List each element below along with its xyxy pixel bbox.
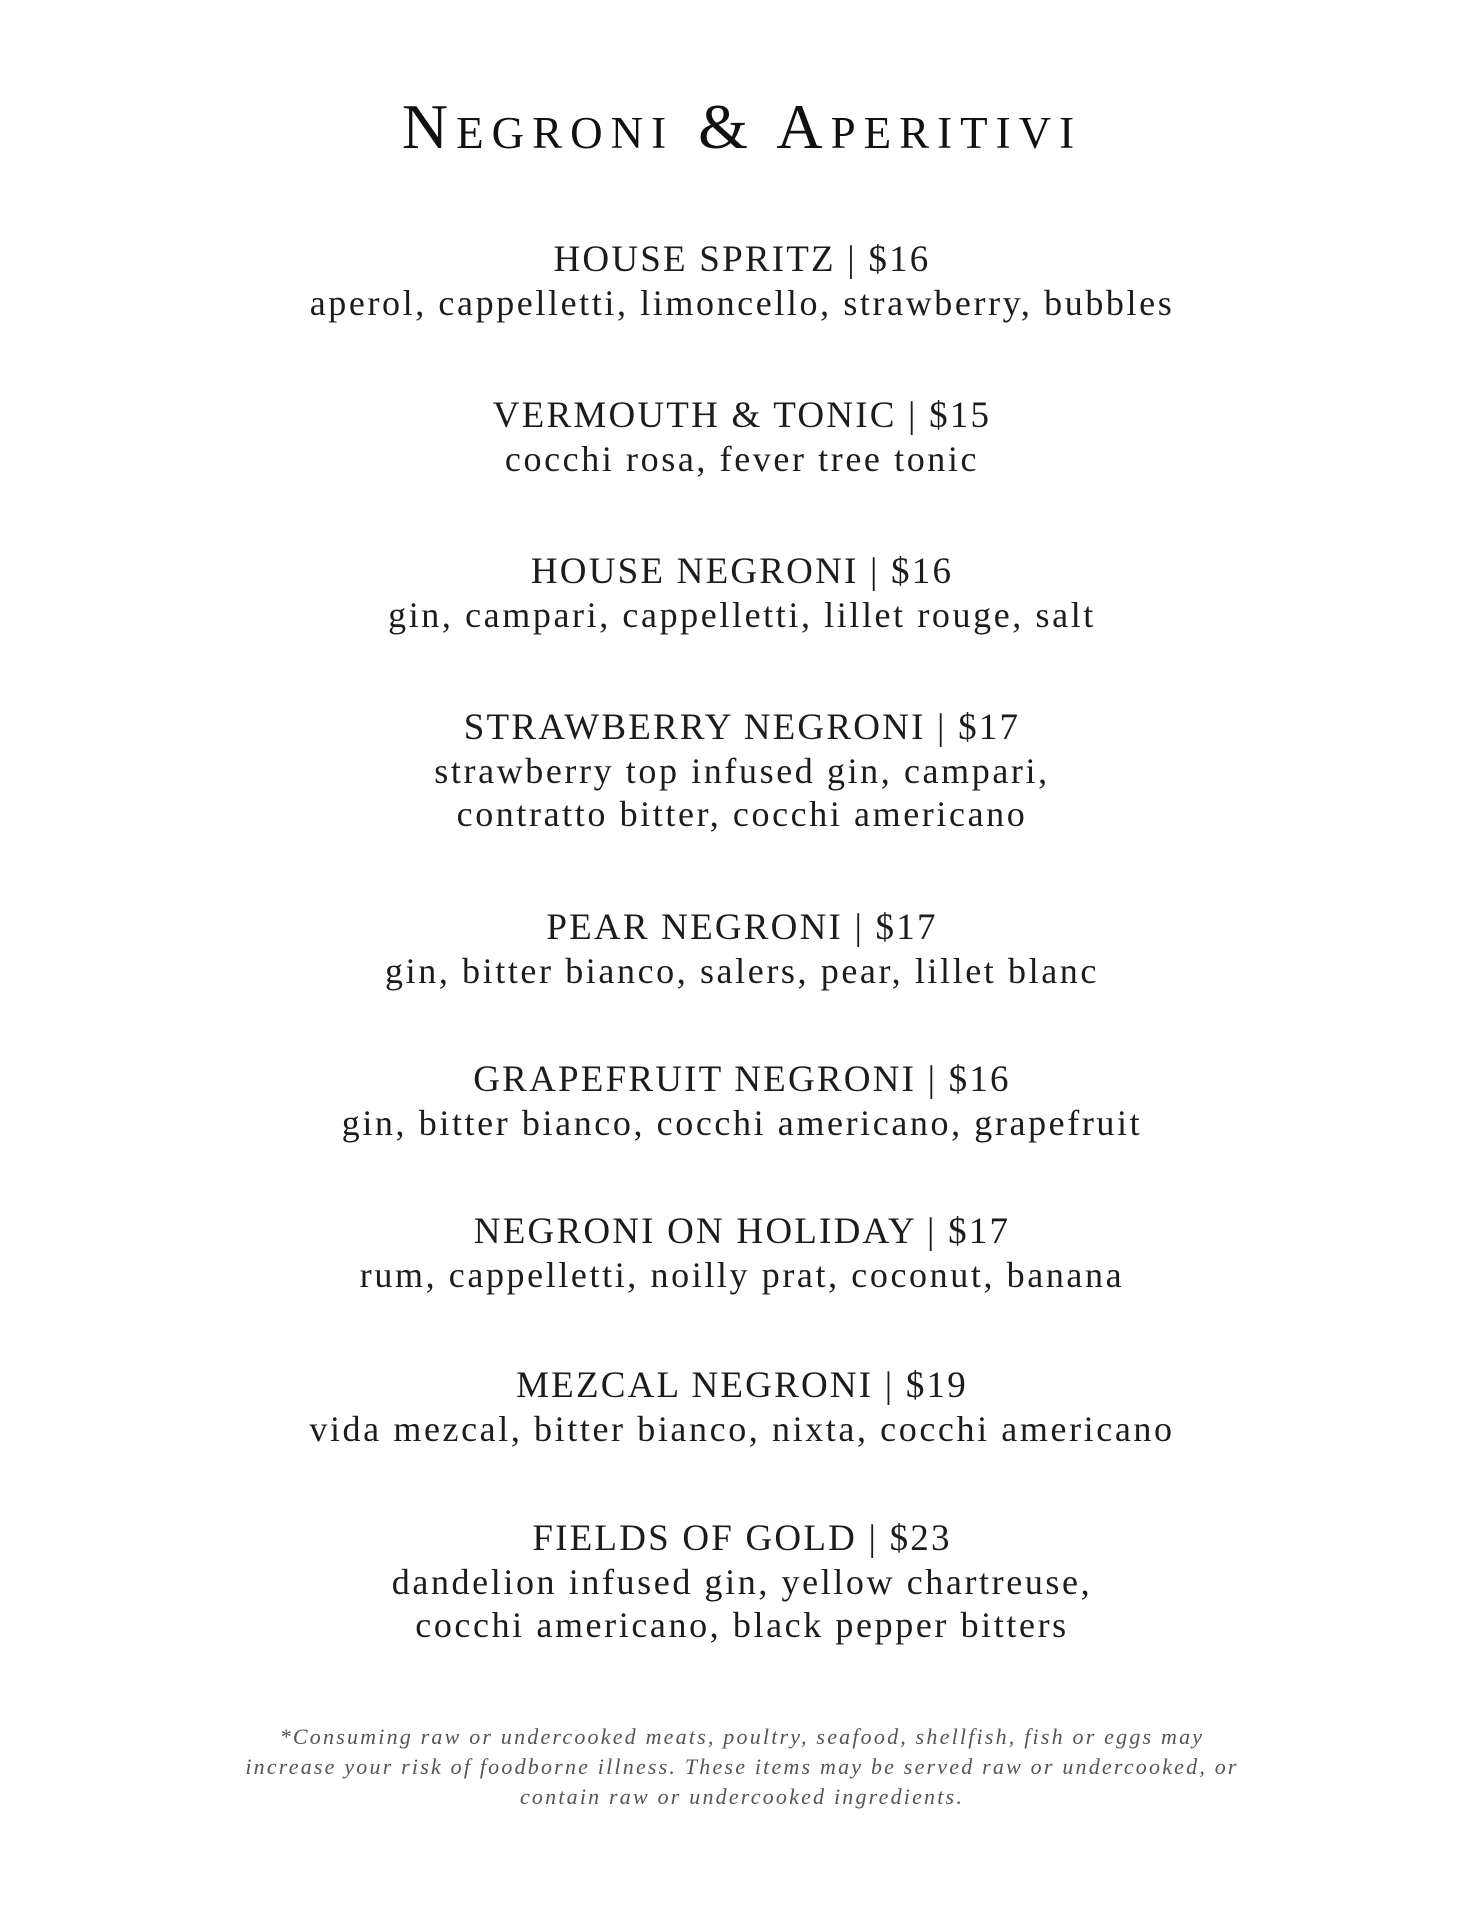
item-name: FIELDS OF GOLD | $23 xyxy=(532,1518,952,1559)
item-description: aperol, cappelletti, limoncello, strawberry, bubbles xyxy=(309,283,1175,323)
item-name: STRAWBERRY NEGRONI | $17 xyxy=(463,707,1021,748)
menu-item-mezcal-negroni xyxy=(0,1364,1484,1451)
item-description: vida mezcal, bitter bianco, nixta, cocchi americano xyxy=(309,1409,1175,1449)
item-description: gin, campari, cappelletti, lillet rouge, salt xyxy=(388,595,1096,635)
menu-item-strawberry-negroni xyxy=(0,706,1484,836)
disclaimer-line: increase your risk of foodborne illness. These items may be served raw or undercooked, or xyxy=(245,1754,1239,1779)
item-name: GRAPEFRUIT NEGRONI | $16 xyxy=(473,1059,1011,1100)
menu-title: Negroni & Aperitivi xyxy=(401,91,1083,162)
menu-item-pear-negroni xyxy=(0,906,1484,993)
foodborne-illness-disclaimer xyxy=(150,1722,1334,1812)
menu-item-vermouth-tonic xyxy=(0,394,1484,481)
item-description: strawberry top infused gin, campari, xyxy=(434,751,1050,791)
item-description: cocchi rosa, fever tree tonic xyxy=(504,439,980,479)
item-description: contratto bitter, cocchi americano xyxy=(456,794,1028,834)
item-description: gin, bitter bianco, cocchi americano, grapefruit xyxy=(341,1103,1143,1143)
item-name: HOUSE SPRITZ | $16 xyxy=(553,239,931,280)
menu-item-negroni-on-holiday xyxy=(0,1210,1484,1297)
item-name: NEGRONI ON HOLIDAY | $17 xyxy=(473,1211,1011,1252)
menu-item-fields-of-gold xyxy=(0,1517,1484,1647)
item-name: PEAR NEGRONI | $17 xyxy=(546,907,938,948)
item-description: cocchi americano, black pepper bitters xyxy=(415,1605,1069,1645)
item-description: dandelion infused gin, yellow chartreuse, xyxy=(391,1562,1093,1602)
item-description: gin, bitter bianco, salers, pear, lillet blanc xyxy=(385,951,1099,991)
item-description: rum, cappelletti, noilly prat, coconut, banana xyxy=(359,1255,1125,1295)
item-name: HOUSE NEGRONI | $16 xyxy=(530,551,954,592)
menu-item-house-spritz xyxy=(0,238,1484,325)
menu-item-house-negroni xyxy=(0,550,1484,637)
menu-item-grapefruit-negroni xyxy=(0,1058,1484,1145)
item-name: VERMOUTH & TONIC | $15 xyxy=(492,395,992,436)
item-name: MEZCAL NEGRONI | $19 xyxy=(516,1365,968,1406)
disclaimer-line: contain raw or undercooked ingredients. xyxy=(519,1784,965,1809)
disclaimer-line: *Consuming raw or undercooked meats, poultry, seafood, shellfish, fish or eggs may xyxy=(279,1724,1205,1749)
